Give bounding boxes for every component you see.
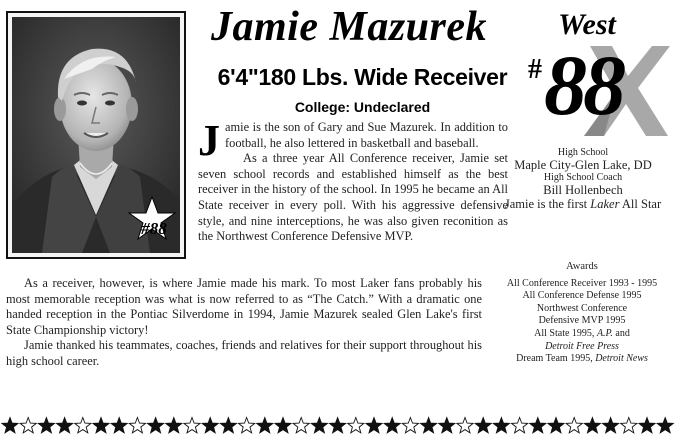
star-outline-icon bbox=[402, 418, 418, 433]
coach-name: Bill Hollenbech bbox=[543, 183, 623, 197]
star-filled-icon bbox=[548, 418, 564, 433]
star-filled-icon bbox=[93, 418, 109, 433]
award-item-text: Dream Team 1995, bbox=[516, 353, 596, 365]
star-filled-icon bbox=[421, 418, 437, 433]
star-filled-icon bbox=[639, 418, 655, 433]
west-88-logo bbox=[520, 6, 670, 154]
player-stats: 6'4"180 Lbs. Wide Receiver bbox=[217, 64, 508, 90]
allstar-pre: Jamie is the first bbox=[504, 197, 591, 211]
award-item-text: All State 1995, bbox=[534, 327, 597, 339]
award-item-text: and bbox=[612, 327, 630, 339]
star-outline-icon bbox=[621, 418, 637, 433]
award-item bbox=[486, 353, 678, 366]
star-filled-icon bbox=[220, 418, 236, 433]
star-filled-icon bbox=[257, 418, 273, 433]
allstar-note bbox=[492, 197, 674, 211]
star-filled-icon bbox=[202, 418, 218, 433]
logo-number: 88 bbox=[544, 37, 622, 133]
star-filled-icon bbox=[166, 418, 182, 433]
star-filled-icon bbox=[603, 418, 619, 433]
star-outline-icon bbox=[512, 418, 528, 433]
bio-paragraph-2: As a three year All Conference receiver, Jamie set seven school records and established himself as the best receiver in the history of the school. In 1995 he became an All State receiver in every poll. With his aggressive defensive style, and nine interceptions, he was also given reconition as the Northwest Conference Defensive MVP. bbox=[198, 151, 508, 244]
award-item: Northwest Conference bbox=[536, 302, 628, 314]
star-filled-icon bbox=[657, 418, 673, 433]
star-outline-icon bbox=[239, 418, 255, 433]
player-college: College: Undeclared bbox=[294, 99, 431, 115]
star-outline-icon bbox=[75, 418, 91, 433]
school-info bbox=[492, 147, 674, 211]
bio-bottom bbox=[6, 276, 482, 370]
star-outline-icon bbox=[457, 418, 473, 433]
star-filled-icon bbox=[311, 418, 327, 433]
allstar-team: Laker bbox=[590, 197, 620, 211]
award-item bbox=[486, 328, 678, 341]
star-outline-icon bbox=[348, 418, 364, 433]
allstar-post: All Star bbox=[619, 197, 662, 211]
star-filled-icon bbox=[57, 418, 73, 433]
star-filled-icon bbox=[2, 418, 18, 433]
award-item-source: Detroit News bbox=[595, 353, 648, 365]
coach-label: High School Coach bbox=[543, 172, 623, 183]
star-filled-icon bbox=[111, 418, 127, 433]
player-name: Jamie Mazurek bbox=[211, 4, 488, 50]
star-outline-icon bbox=[566, 418, 582, 433]
hs-name: Maple City-Glen Lake, DD bbox=[514, 158, 652, 172]
star-filled-icon bbox=[475, 418, 491, 433]
award-item: All Conference Receiver 1993 - 1995 bbox=[506, 277, 658, 289]
star-filled-icon bbox=[439, 418, 455, 433]
star-outline-icon bbox=[184, 418, 200, 433]
player-portrait-image bbox=[12, 17, 180, 253]
star-filled-icon bbox=[493, 418, 509, 433]
player-photo-frame bbox=[6, 11, 186, 259]
bio-dropcap: J bbox=[198, 116, 220, 165]
bio-column bbox=[198, 116, 508, 245]
star-filled-icon bbox=[148, 418, 164, 433]
star-filled-icon bbox=[530, 418, 546, 433]
star-filled-icon bbox=[366, 418, 382, 433]
star-outline-icon bbox=[20, 418, 36, 433]
award-item: All Conference Defense 1995 bbox=[522, 290, 642, 302]
award-item: Defensive MVP 1995 bbox=[538, 315, 626, 327]
logo-word: West bbox=[558, 8, 616, 41]
star-filled-icon bbox=[384, 418, 400, 433]
awards-list bbox=[486, 261, 678, 366]
photo-badge-number: #88 bbox=[141, 219, 167, 238]
bio-paragraph-1-text: amie is the son of Gary and Sue Mazurek. In addition to football, he also lettered in basketball and baseball. bbox=[225, 120, 508, 150]
star-filled-icon bbox=[275, 418, 291, 433]
star-filled-icon bbox=[38, 418, 54, 433]
logo-hash: # bbox=[528, 54, 542, 85]
star-outline-icon bbox=[293, 418, 309, 433]
awards-title: Awards bbox=[566, 261, 598, 272]
star-filled-icon bbox=[584, 418, 600, 433]
bio-paragraph-4: Jamie thanked his teammates, coaches, friends and relatives for their support throughout his high school career. bbox=[6, 338, 482, 368]
star-filled-icon bbox=[330, 418, 346, 433]
player-photo bbox=[12, 17, 180, 253]
star-border bbox=[0, 410, 678, 442]
award-item-source: A.P. bbox=[596, 327, 613, 339]
bio-paragraph-1 bbox=[198, 116, 508, 165]
hs-label: High School bbox=[557, 147, 609, 158]
star-outline-icon bbox=[129, 418, 145, 433]
award-item: Detroit Free Press bbox=[545, 340, 619, 352]
bio-paragraph-3: As a receiver, however, is where Jamie made his mark. To most Laker fans probably his most memorable reception was what is now referred to as “The Catch.” With a dramatic one handed reception in the Pontiac Silverdome in 1994, Jamie Mazurek sealed Glen Lake's first State Championship victory! bbox=[6, 276, 482, 337]
